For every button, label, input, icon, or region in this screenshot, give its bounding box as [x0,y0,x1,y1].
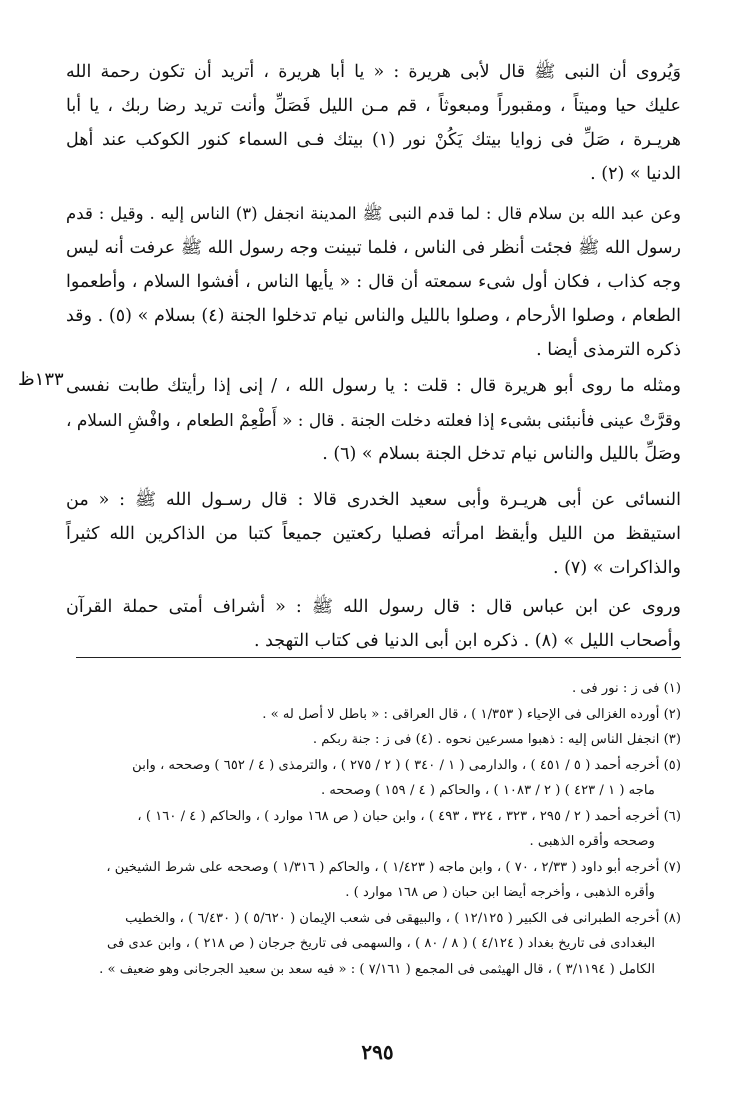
footnote-line: (٣) انجفل الناس إليه : ذهبوا مسرعين نحوه . (٤) فى ز : جنة ربكم . [312,732,681,747]
paragraph-5 [66,590,681,658]
footnote-line: ماجه ( ١ / ٤٢٣ ) ( ٢ / ١٠٨٣ ) ، والحاكم ( ٤ / ١٥٩ ) وصححه . [320,783,655,798]
footnote-line: (٢) أورده الغزالى فى الإحياء ( ١/٣٥٣ ) ، قال العراقى : « باطل لا أصل له » . [262,706,681,722]
text-line: استيقظ من الليل وأيقظ امرأته فصليا ركعتين جميعاً كتبا من الذاكرين الله كثيراً [66,524,681,544]
footnote-line: وصححه وأقره الذهبى . [529,834,655,849]
footnote-line: وأقره الذهبى ، وأخرجه أيضا ابن حبان ( ص ١٦٨ موارد ) . [345,885,655,900]
text-line: ومثله ما روى أبو هريرة قال : قلت : يا رسول الله ، / إنى إذا رأيتك طابت نفسى [66,376,681,396]
footnote-line: (٧) أخرجه أبو داود ( ٢/٣٣ ، ٧٠ ) ، وابن ماجه ( ١/٤٢٣ ) ، والحاكم ( ١/٣١٦ ) وصححه على شرط الشيخين ، [106,859,681,875]
text-line: وقرَّتْ عينى فأنبئنى بشىء إذا فعلته دخلت الجنة . قال : « أَطْعِمْ الطعام ، وافْشِ السلام ، [66,410,681,430]
text-line: عليك حيا وميتاً ، ومقبوراً ومبعوثاً ، قم مـن الليل فَصَلِّ وأنت تريد رضا ربك ، يا أبا [66,96,681,116]
footnote-line: البغدادى فى تاريخ بغداد ( ٤/١٢٤ ) ( ٨ / ٨٠ ) ، والسهمى فى تاريخ جرجان ( ص ٢١٨ ) ، وابن عدى فى [107,936,655,951]
margin-folio-note: ١٣٣ظ [18,369,64,390]
text-line: وصَلِّ بالليل والناس نيام تدخل الجنة بسلام » (٦) . [322,444,681,464]
footnotes [66,676,681,982]
text-line: هريـرة ، صَلِّ فى زوايا بيتك يَكُنْ نور (١) بيتك فـى السماء كنور الكوكب عند أهل [66,130,681,150]
text-line: رسول الله ﷺ فجئت أنظر فى الناس ، فلما تبينت وجه رسول الله ﷺ عرفت أنه ليس [66,238,681,258]
text-line: النسائى عن أبى هريـرة وأبى سعيد الخدرى قالا : قال رسـول الله ﷺ : « من [66,490,681,510]
footnote-line: (٨) أخرجه الطبرانى فى الكبير ( ١٢/١٢٥ ) ، والبيهقى فى شعب الإيمان ( ٥/٦٢٠ ) ( ٦/٤٣٠ ) ، والخطيب [125,910,681,926]
text-line: وَيُروى أن النبى ﷺ قال لأبى هريرة : « يا أبا هريرة ، أتريد أن تكون رحمة الله [66,62,681,82]
footnote-line: الكامل ( ٣/١١٩٤ ) ، قال الهيثمى فى المجمع ( ٧/١٦١ ) : « فيه سعد بن سعيد الجرجانى وهو ضعيف » . [99,961,655,977]
footnote-line: (١) فى ز : نور فى . [572,681,681,696]
text-line: وجه كذاب ، فكان أول شىء سمعته أن قال : « يأيها الناس ، أفشوا السلام ، وأطعموا [66,272,681,292]
text-line: الدنيا » (٢) . [590,164,681,184]
text-line: الطعام ، وصلوا الأرحام ، وصلوا بالليل والناس نيام تدخلوا الجنة (٤) بسلام » (٥) . وقد [66,306,681,326]
page-number: ٢٩٥ [361,1040,394,1064]
text-line: وروى عن ابن عباس قال : قال رسول الله ﷺ : « أشراف أمتى حملة القرآن [66,597,681,617]
text-line: وأصحاب الليل » (٨) . ذكره ابن أبى الدنيا فى كتاب التهجد . [253,631,681,651]
footnote-line: (٦) أخرجه أحمد ( ٢ / ٢٩٥ ، ٣٢٣ ، ٣٢٤ ، ٤٩٣ ) ، وابن حبان ( ص ١٦٨ موارد ) ، والحاكم ( ٤ / ١٦٠ ) ، [137,808,681,824]
text-line: وعن عبد الله بن سلام قال : لما قدم النبى ﷺ المدينة انجفل (٣) الناس إليه . وقيل : قدم [66,204,681,223]
text-line: والذاكرات » (٧) . [552,558,681,578]
text-line: ذكره الترمذى أيضا . [536,340,681,360]
footnote-line: (٥) أخرجه أحمد ( ٥ / ٤٥١ ) ، والدارمى ( ١ / ٣٤٠ ) ( ٢ / ٢٧٥ ) ، والترمذى ( ٤ / ٦٥٢ ) وصححه ، وابن [132,757,681,773]
paragraph-1 [66,55,681,191]
footnote-divider [76,657,681,658]
paragraph-2 [66,197,681,367]
paragraph-4 [66,483,681,585]
paragraph-3 [66,369,681,471]
